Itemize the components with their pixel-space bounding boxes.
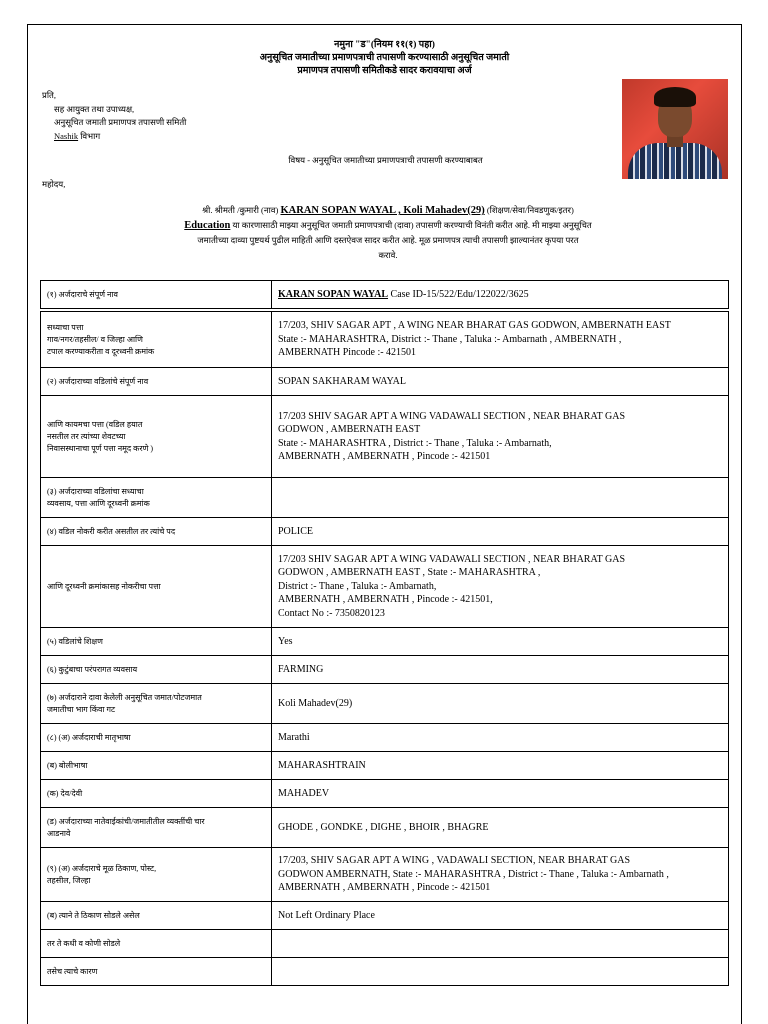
form-page [27, 24, 742, 1024]
row-label: (१) अर्जदाराचे संपूर्ण नाव [41, 281, 272, 309]
address-line-1: सह आयुक्त तथा उपाध्यक्ष, [54, 103, 135, 114]
row-value: MAHADEV [272, 780, 729, 808]
address-division [42, 130, 186, 144]
intro-purpose-options: (शिक्षण/सेवा/निवडणुक/इतर) [486, 205, 574, 215]
form-row [41, 656, 729, 684]
row-value: FARMING [272, 656, 729, 684]
row-value [272, 930, 729, 958]
row-label: (६) कुटुंबाचा परंपरागत व्यवसाय [41, 656, 272, 684]
row-value: GHODE , GONDKE , DIGHE , BHOIR , BHAGRE [272, 808, 729, 848]
row-label: आणि दूरध्वनी क्रमांकासह नोकरीचा पत्ता [41, 546, 272, 628]
form-row [41, 902, 729, 930]
row-value: 17/203, SHIV SAGAR APT , A WING NEAR BHARAT GAS GODWON, AMBERNATH EAST State :- MAHARASHTRA, District :- Thane , Taluka :- Ambarnath , AMBERNATH , AMBERNATH Pincode :- 421501 [272, 312, 729, 368]
division-word: विभाग [80, 130, 101, 141]
header-line-2: अनुसूचित जमातीच्या प्रमाणपत्राची तपासणी करण्यासाठी अनुसूचित जमाती [259, 53, 510, 63]
application-table [40, 280, 729, 986]
header-line-1: नमुना "ड"(नियम ११(१) पहा) [334, 40, 435, 50]
form-row [41, 780, 729, 808]
row-label: (५) वडिलांचे शिक्षण [41, 628, 272, 656]
intro-line-2 [108, 218, 668, 233]
row-value: 17/203 SHIV SAGAR APT A WING VADAWALI SECTION , NEAR BHARAT GAS GODWON , AMBERNATH EAST , State :- MAHARASHTRA , District :- Thane , Taluka :- Ambarnath, AMBERNATH , AMBERNATH , Pincode :- 421501, Contact No :- 7350820123 [272, 546, 729, 628]
row-value: SOPAN SAKHARAM WAYAL [272, 368, 729, 396]
subject-line: विषय - अनुसूचित जमातीच्या प्रमाणपत्राची तपासणी करण्याबाबत [288, 155, 483, 165]
row-label: तर ते कधी व कोणी सोडले [41, 930, 272, 958]
row-value [272, 478, 729, 518]
row-label: सध्याचा पत्ता गाव/नगर/तहसील/ व जिल्हा आणि टपाल करण्याकरीता व दूरध्वनी क्रमांक [41, 312, 272, 368]
row-label: (४) वडिल नोकरी करीत असतील तर त्यांचे पद [41, 518, 272, 546]
row-label: (ब) बोलीभाषा [41, 752, 272, 780]
form-row [41, 312, 729, 368]
intro-line-1 [108, 203, 668, 218]
form-row [41, 930, 729, 958]
form-row [41, 281, 729, 309]
intro-prefix: श्री. श्रीमती /कुमारी (नाव) [202, 205, 279, 215]
row-value: MAHARASHTRAIN [272, 752, 729, 780]
row-label: (७) अर्जदाराने दावा केलेली अनुसूचित जमात/पोटजमात जमातीचा भाग किंवा गट [41, 684, 272, 724]
row-value [272, 281, 729, 309]
intro-rest-1: या कारणासाठी माझ्या अनुसूचित जमाती प्रमाणपत्राची (दावा) तपासणी करण्याची विनंती करीत आहे. मी माझ्या अनुसूचित [232, 220, 592, 230]
form-row [41, 628, 729, 656]
address-line-2: अनुसूचित जमाती प्रमाणपत्र तपासणी समिती [54, 117, 187, 127]
address-prati: प्रति, [42, 90, 57, 100]
row-label: (ब) त्याने ते ठिकाण सोडले असेल [41, 902, 272, 930]
row-label: (२) अर्जदाराच्या वडिलांचे संपूर्ण नाव [41, 368, 272, 396]
row-label: (८) (अ) अर्जदाराची मातृभाषा [41, 724, 272, 752]
form-row [41, 546, 729, 628]
form-row [41, 684, 729, 724]
intro-paragraph [108, 203, 668, 263]
row-value: Koli Mahadev(29) [272, 684, 729, 724]
header-line-3: प्रमाणपत्र तपासणी समितीकडे सादर करावयाचा अर्ज [297, 66, 472, 76]
form-row [41, 478, 729, 518]
row-value: POLICE [272, 518, 729, 546]
row-label: आणि कायमचा पत्ता (वडिल हयात नसतील तर त्यांच्या शेवटच्या निवासस्थानाचा पूर्ण पत्ता नमूद करणे ) [41, 396, 272, 478]
row-label: (क) देव/देवी [41, 780, 272, 808]
row-label: (ड) अर्जदाराच्या नातेवाईकांची/जमातीतील व्यक्तींची चार आडनावे [41, 808, 272, 848]
form-row [41, 396, 729, 478]
form-row [41, 752, 729, 780]
row-value: Yes [272, 628, 729, 656]
form-row [41, 518, 729, 546]
form-header [28, 39, 741, 78]
form-row [41, 724, 729, 752]
row-value: Marathi [272, 724, 729, 752]
intro-rest-3: करावे. [378, 250, 398, 260]
row-value: 17/203 SHIV SAGAR APT A WING VADAWALI SECTION , NEAR BHARAT GAS GODWON , AMBERNATH EAST State :- MAHARASHTRA , District :- Thane , Taluka :- Ambarnath, AMBERNATH , AMBERNATH , Pincode :- 421501 [272, 396, 729, 478]
form-row [41, 808, 729, 848]
row-value [272, 958, 729, 986]
row-value: 17/203, SHIV SAGAR APT A WING , VADAWALI SECTION, NEAR BHARAT GAS GODWON AMBERNATH, State :- MAHARASHTRA , District :- Thane , Taluka :- Ambarnath , AMBERNATH , AMBERNATH , Pincode :- 421501 [272, 848, 729, 902]
applicant-name-value: KARAN SOPAN WAYAL [278, 288, 389, 300]
row-label: तसेच त्याचे कारण [41, 958, 272, 986]
row-label: (३) अर्जदाराच्या वडिलांचा सध्याचा व्यवसाय, पत्ता आणि दूरध्वनी क्रमांक [41, 478, 272, 518]
intro-purpose: Education [184, 220, 231, 231]
form-row [41, 958, 729, 986]
case-id-value: Case ID-15/522/Edu/122022/3625 [388, 288, 529, 300]
photo-hair [654, 87, 696, 107]
row-label: (९) (अ) अर्जदाराचे मूळ ठिकाण, पोस्ट, तहसील, जिल्हा [41, 848, 272, 902]
division-name: Nashik [54, 130, 79, 141]
form-row [41, 848, 729, 902]
form-row [41, 368, 729, 396]
recipient-address [42, 89, 186, 143]
intro-rest-2: जमातीच्या दाव्या पुष्टयर्थ पुढील माहिती आणि दस्तऐवज सादर करीत आहे. मूळ प्रमाणपत्र त्याची तपासणी झाल्यानंतर कृपया परत [197, 235, 579, 245]
intro-applicant-name: KARAN SOPAN WAYAL , Koli Mahadev(29) [280, 205, 485, 216]
row-value: Not Left Ordinary Place [272, 902, 729, 930]
salutation: महोदय, [42, 179, 66, 189]
